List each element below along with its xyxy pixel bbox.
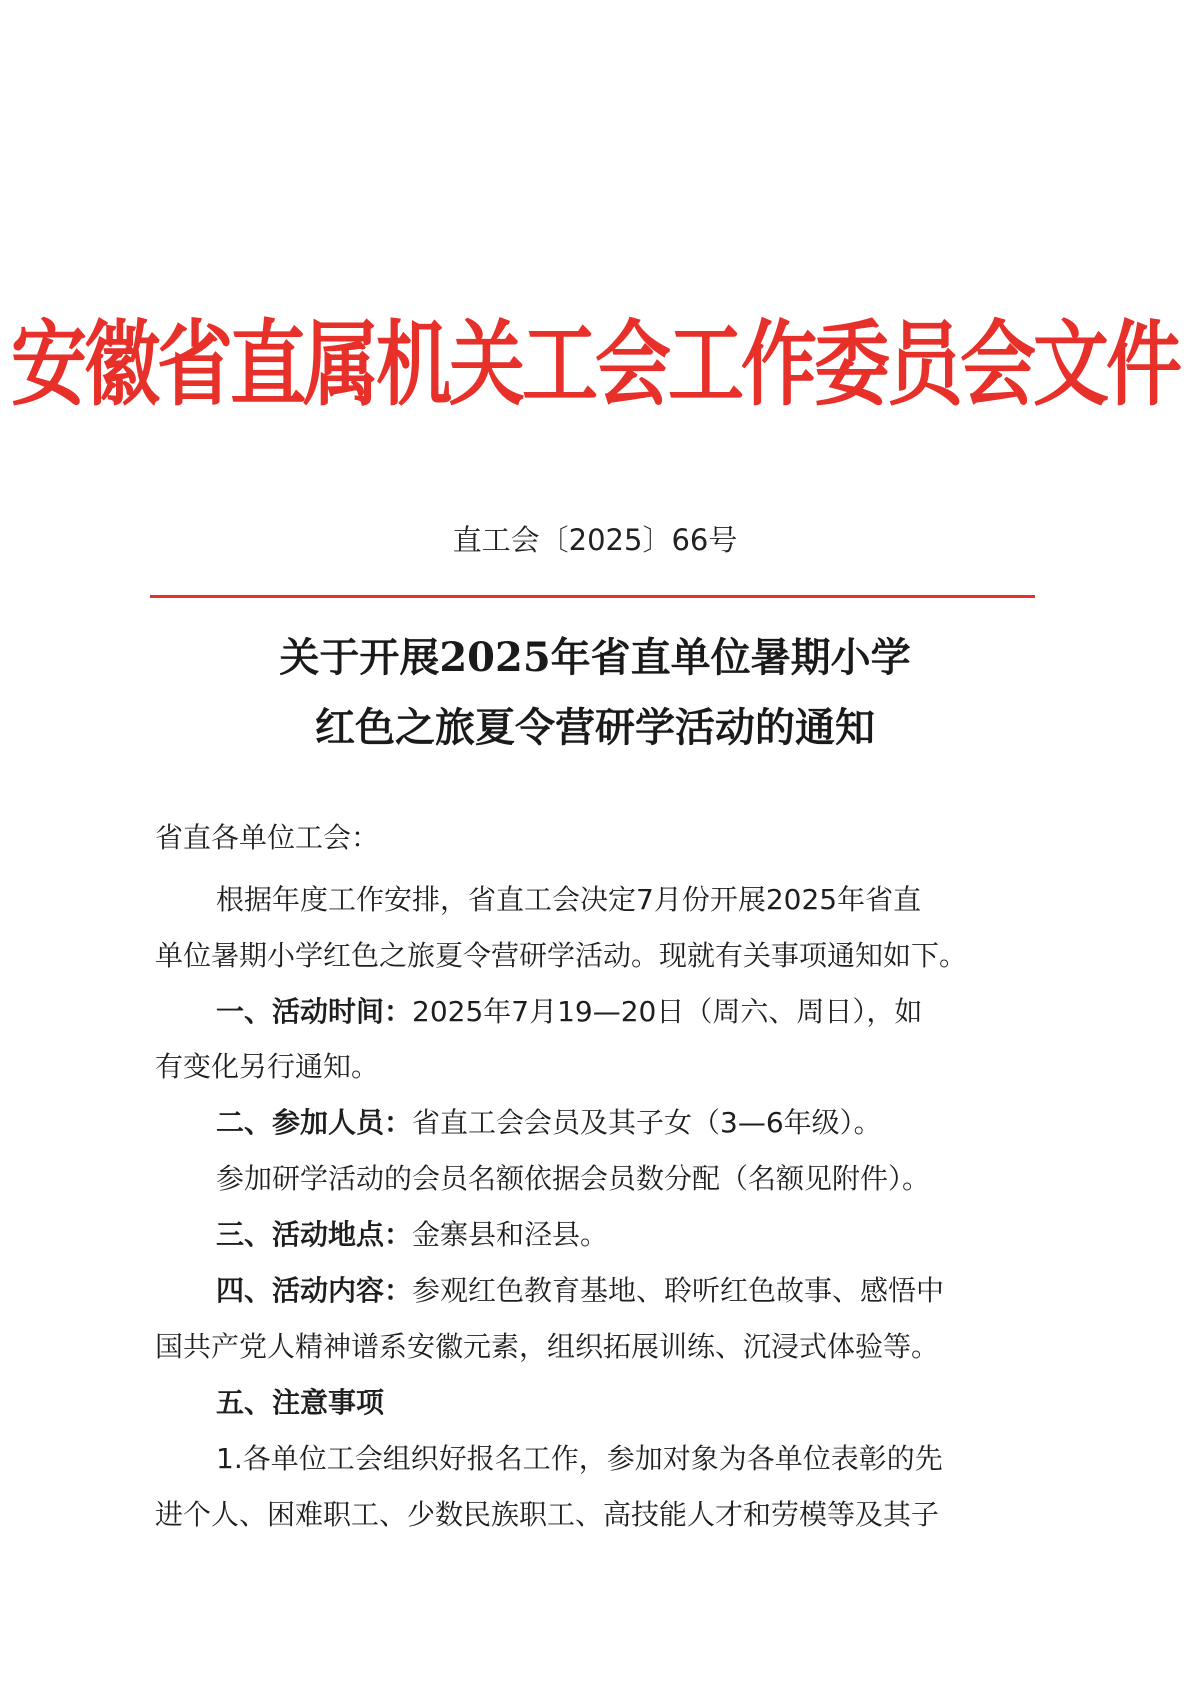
- content-paragraph: [216, 1271, 1116, 1311]
- location-label: 三、活动地点：: [216, 1218, 413, 1251]
- quota-paragraph: 参加研学活动的会员名额依据会员数分配（名额见附件）。: [216, 1162, 931, 1195]
- intro-paragraph-line-1: 根据年度工作安排，省直工会决定7月份开展2025年省直: [216, 883, 922, 916]
- salutation: 省直各单位工会：: [155, 821, 380, 854]
- participants-paragraph: [216, 1103, 1116, 1143]
- activity-time-continued: 有变化另行通知。: [155, 1050, 380, 1083]
- note-1-line-1: 1.各单位工会组织好报名工作，参加对象为各单位表彰的先: [216, 1442, 943, 1475]
- org-header-title: 安徽省直属机关工会工作委员会文件: [11, 310, 1179, 419]
- participants-text: 省直工会会员及其子女（3—6年级）。: [412, 1106, 882, 1139]
- document-number: 直工会〔2025〕66号: [452, 523, 738, 557]
- notes-heading: 五、注意事项: [216, 1386, 385, 1419]
- notice-title-line-2: 红色之旅夏令营研学活动的通知: [315, 704, 875, 751]
- activity-time-label: 一、活动时间：: [216, 995, 413, 1028]
- content-label: 四、活动内容：: [216, 1274, 413, 1307]
- activity-time-text: 2025年7月19—20日（周六、周日），如: [412, 995, 923, 1028]
- intro-paragraph-line-2: 单位暑期小学红色之旅夏令营研学活动。现就有关事项通知如下。: [155, 939, 968, 972]
- notice-title-line-1: 关于开展2025年省直单位暑期小学: [279, 634, 911, 681]
- participants-label: 二、参加人员：: [216, 1106, 413, 1139]
- note-1-line-2: 进个人、困难职工、少数民族职工、高技能人才和劳模等及其子: [155, 1498, 940, 1531]
- activity-time-paragraph: [216, 992, 1116, 1032]
- location-text: 金寨县和泾县。: [412, 1218, 609, 1251]
- content-continued: 国共产党人精神谱系安徽元素，组织拓展训练、沉浸式体验等。: [155, 1330, 940, 1363]
- content-text: 参观红色教育基地、聆听红色故事、感悟中: [412, 1274, 945, 1307]
- red-divider-line: [150, 595, 1035, 598]
- location-paragraph: [216, 1215, 1116, 1255]
